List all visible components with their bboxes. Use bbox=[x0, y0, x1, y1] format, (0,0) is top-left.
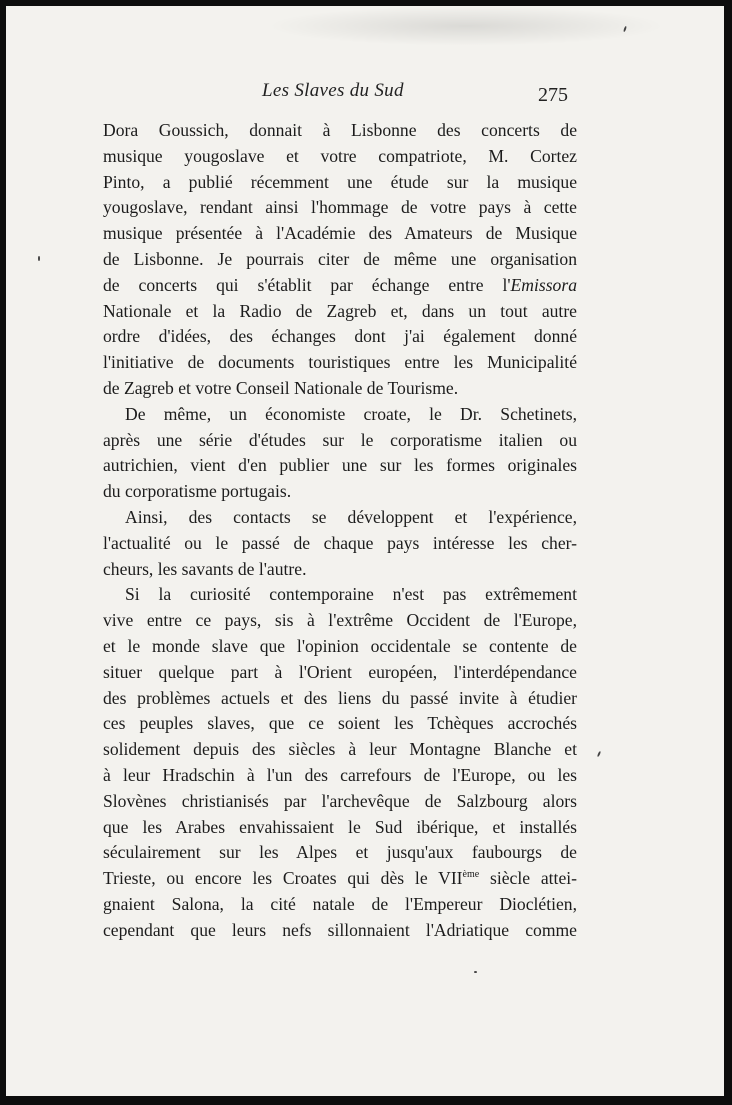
text-line: De même, un économiste croate, le Dr. Schetinets, bbox=[125, 403, 577, 424]
text-line: solidement depuis des siècles à leur Montagne Blanche et bbox=[103, 739, 577, 760]
scan-speck bbox=[38, 256, 40, 261]
text-line: ces peuples slaves, que ce soient les Tchèques accrochés bbox=[103, 713, 577, 734]
text-line: que les Arabes envahissaient le Sud ibérique, et installés bbox=[103, 816, 577, 837]
text-line: autrichien, vient d'en publier une sur les formes originales bbox=[103, 455, 577, 476]
text-line: à leur Hradschin à l'un des carrefours de l'Europe, ou les bbox=[103, 764, 577, 785]
text-line: l'actualité ou le passé de chaque pays intéresse les cher- bbox=[103, 532, 577, 553]
scan-speck bbox=[474, 971, 477, 973]
text-line: Nationale et la Radio de Zagreb et, dans un tout autre bbox=[103, 300, 577, 321]
text-line: de Lisbonne. Je pourrais citer de même une organisation bbox=[103, 248, 577, 269]
text-line: l'initiative de documents touristiques entre les Municipalité bbox=[103, 352, 577, 373]
text-line: situer quelque part à l'Orient européen, l'interdépendance bbox=[103, 661, 577, 682]
text-line: vive entre ce pays, sis à l'extrême Occident de l'Europe, bbox=[103, 610, 577, 631]
text-line: gnaient Salona, la cité natale de l'Empereur Dioclétien, bbox=[103, 893, 577, 914]
scan-speck bbox=[597, 751, 601, 757]
text-line: et le monde slave que l'opinion occidentale se contente de bbox=[103, 635, 577, 656]
body-text bbox=[103, 118, 577, 944]
page-number: 275 bbox=[538, 84, 568, 106]
text-line: cheurs, les savants de l'autre. bbox=[103, 558, 307, 579]
book-page bbox=[6, 6, 724, 1096]
scan-shadow bbox=[266, 6, 666, 46]
text-line: yougoslave, rendant ainsi l'hommage de votre pays à cette bbox=[103, 197, 577, 218]
text-line: de Zagreb et votre Conseil Nationale de Tourisme. bbox=[103, 377, 459, 398]
running-title: Les Slaves du Sud bbox=[262, 80, 404, 101]
text-line: Si la curiosité contemporaine n'est pas extrêmement bbox=[125, 584, 577, 605]
text-line: ordre d'idées, des échanges dont j'ai également donné bbox=[103, 326, 577, 347]
text-line: cependant que leurs nefs sillonnaient l'Adriatique comme bbox=[103, 919, 577, 940]
text-line: Trieste, ou encore les Croates qui dès le VIIème siècle attei- bbox=[103, 868, 577, 889]
text-line: de concerts qui s'établit par échange entre l'Emissora bbox=[103, 274, 577, 295]
text-line: Ainsi, des contacts se développent et l'expérience, bbox=[125, 506, 577, 527]
text-line: après une série d'études sur le corporatisme italien ou bbox=[103, 429, 577, 450]
text-line: du corporatisme portugais. bbox=[103, 481, 292, 502]
text-line: des problèmes actuels et des liens du passé invite à étudier bbox=[103, 687, 577, 708]
text-line: musique yougoslave et votre compatriote, M. Cortez bbox=[103, 145, 577, 166]
page-header bbox=[6, 78, 724, 108]
text-line: Slovènes christianisés par l'archevêque de Salzbourg alors bbox=[103, 790, 577, 811]
text-line: Pinto, a publié récemment une étude sur la musique bbox=[103, 171, 577, 192]
text-line: Dora Goussich, donnait à Lisbonne des concerts de bbox=[103, 120, 577, 140]
text-line: musique présentée à l'Académie des Amateurs de Musique bbox=[103, 223, 577, 244]
text-line: séculairement sur les Alpes et jusqu'aux faubourgs de bbox=[103, 842, 577, 863]
